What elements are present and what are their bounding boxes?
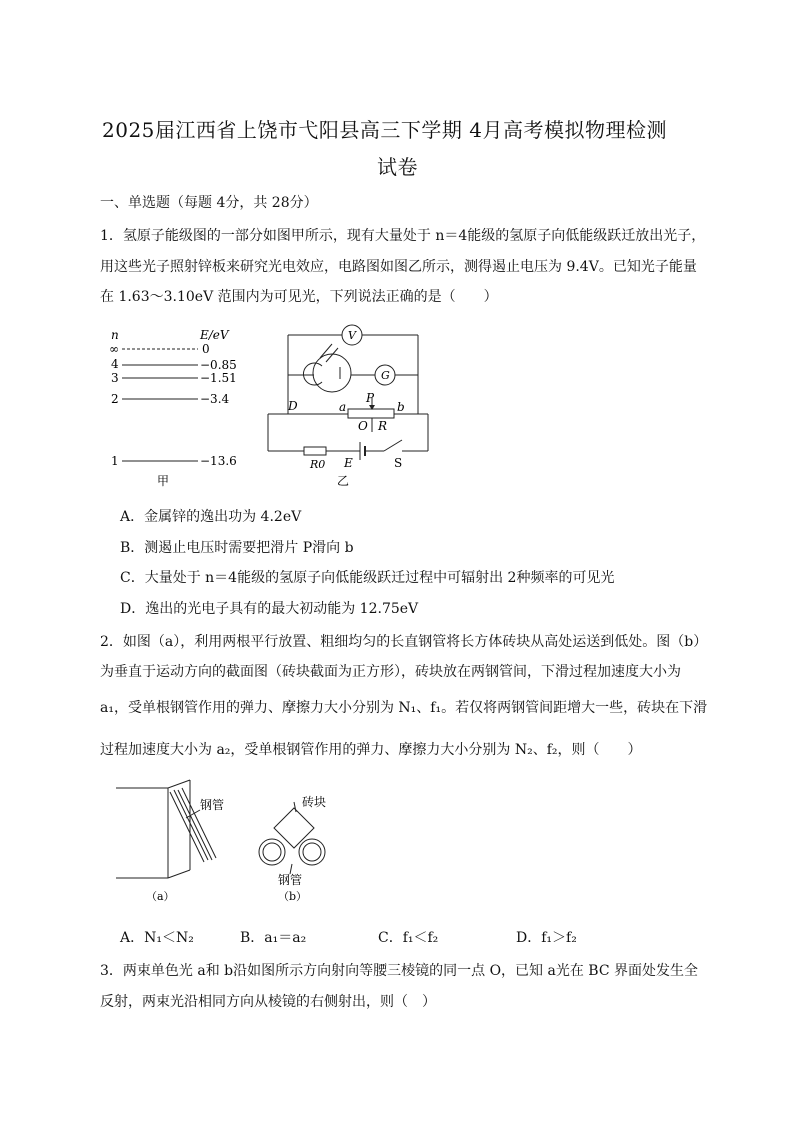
level-e-inf: 0 — [202, 342, 210, 356]
q2-text-line3: a₁，受单根钢管作用的弹力、摩擦力大小分别为 N₁、f₁。若仅将两钢管间距增大一些，砖块在下滑 — [100, 700, 708, 716]
figure-a-caption: （a） — [146, 890, 175, 903]
rheostat-r-label: R — [378, 419, 388, 433]
level-n-inf: ∞ — [109, 342, 119, 356]
switch-icon — [384, 440, 402, 451]
phototube-icon — [313, 354, 351, 392]
switch-s-label: S — [394, 456, 403, 470]
q1-text-line3: 在 1.63～3.10eV 范围内为可见光，下列说法正确的是（ ） — [100, 289, 498, 305]
voltmeter-label: V — [348, 329, 356, 342]
level-n-2: 2 — [111, 392, 119, 406]
q2-option-d[interactable]: D．f₁＞f₂ — [516, 930, 577, 946]
q2-text-line1: 2．如图（a），利用两根平行放置、粗细均匀的长直钢管将长方体砖块从高处运送到低处。图（b） — [100, 634, 708, 650]
q1-text-line2: 用这些光子照射锌板来研究光电效应，电路图如图乙所示，测得遏止电压为 9.4V。已知光子能量 — [100, 259, 697, 275]
battery-e-label: E — [344, 456, 353, 470]
q2-option-a[interactable]: A．N₁＜N₂ — [120, 930, 194, 946]
q1-text-line1: 1．氢原子能级图的一部分如图甲所示，现有大量处于 n＝4能级的氢原子向低能级跃迁放出光子， — [100, 228, 706, 244]
q2-text-line4: 过程加速度大小为 a₂，受单根钢管作用的弹力、摩擦力大小分别为 N₂、f₂，则（ ） — [100, 742, 642, 758]
level-e-2: −3.4 — [200, 392, 230, 406]
resistor-r0-label: R0 — [310, 458, 326, 471]
q3-text-line1: 3．两束单色光 a和 b沿如图所示方向射向等腰三棱镜的同一点 O，已知 a光在 BC 界面处发生全 — [100, 963, 698, 979]
figure-b-brick-label: 砖块 — [302, 795, 327, 809]
galvanometer-label: G — [381, 369, 390, 382]
doc-title-line2: 试卷 — [377, 155, 418, 179]
cross-section-figure — [254, 790, 334, 906]
energy-axis-label: E/eV — [200, 328, 229, 342]
q1-option-d[interactable]: D．逸出的光电子具有的最大初动能为 12.75eV — [120, 601, 419, 617]
level-n-1: 1 — [111, 454, 119, 468]
q2-text-line2: 为垂直于运动方向的截面图（砖块截面为正方形），砖块放在两钢管间，下滑过程加速度大小为 — [100, 664, 681, 680]
n-axis-label: n — [111, 328, 119, 342]
figure-yi-caption: 乙 — [337, 474, 350, 488]
q3-text-line2: 反射，两束光沿相同方向从棱镜的右侧射出，则（ ） — [100, 994, 436, 1010]
resistor-r0-icon — [304, 447, 326, 455]
level-e-1: −13.6 — [200, 454, 237, 468]
section-heading: 一、单选题（每题 4分，共 28分） — [100, 195, 318, 211]
energy-level-diagram — [100, 322, 250, 492]
slider-p-label: P — [366, 391, 375, 405]
steel-pipe-slide-figure — [112, 778, 252, 906]
figure-b-pipe-label: 钢管 — [278, 873, 303, 887]
node-d-label: D — [288, 399, 298, 413]
doc-title-line1: 2025届江西省上饶市弋阳县高三下学期 4月高考模拟物理检测 — [102, 118, 667, 142]
node-o-label: O — [358, 419, 368, 433]
q1-option-c[interactable]: C．大量处于 n＝4能级的氢原子向低能级跃迁过程中可辐射出 2种频率的可见光 — [120, 570, 615, 586]
node-a-label: a — [339, 400, 347, 414]
photoelectric-circuit-diagram — [262, 322, 432, 492]
level-e-4: −0.85 — [200, 358, 237, 372]
figure-jia-caption: 甲 — [157, 474, 170, 488]
level-n-3: 3 — [111, 371, 119, 385]
level-n-4: 4 — [111, 357, 119, 371]
q2-option-b[interactable]: B．a₁＝a₂ — [240, 930, 307, 946]
q1-option-b[interactable]: B．测遏止电压时需要把滑片 P滑向 b — [120, 540, 354, 556]
rheostat-icon — [348, 409, 394, 418]
q1-option-a[interactable]: A．金属锌的逸出功为 4.2eV — [120, 509, 302, 525]
figure-a-pipe-label: 钢管 — [200, 798, 225, 812]
q2-option-c[interactable]: C．f₁＜f₂ — [378, 930, 439, 946]
level-e-3: −1.51 — [200, 371, 237, 385]
figure-b-caption: （b） — [278, 890, 308, 903]
node-b-label: b — [397, 400, 405, 414]
